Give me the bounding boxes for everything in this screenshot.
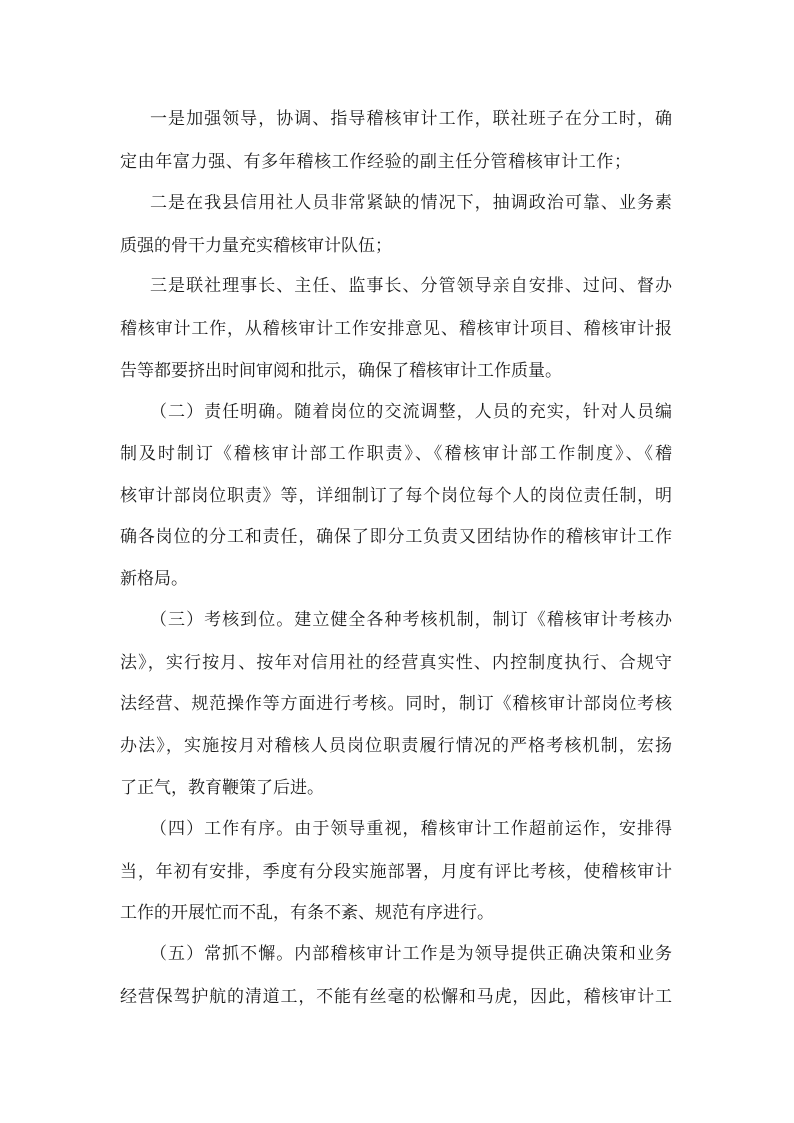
text-line: 制及时制订《稽核审计部工作职责》、《稽核审计部工作制度》、《稽 bbox=[120, 444, 672, 464]
text-line: 告等都要挤出时间审阅和批示，确保了稽核审计工作质量。 bbox=[120, 361, 562, 381]
text-line: （三）考核到位。建立健全各种考核机制，制订《稽核审计考核办 bbox=[150, 610, 672, 630]
text-line: 核审计部岗位职责》等，详细制订了每个岗位每个人的岗位责任制，明 bbox=[120, 486, 672, 506]
text-line: 定由年富力强、有多年稽核工作经验的副主任分管稽核审计工作； bbox=[120, 152, 631, 172]
text-line: 质强的骨干力量充实稽核审计队伍； bbox=[120, 236, 392, 256]
text-line: 法》，实行按月、按年对信用社的经营真实性、内控制度执行、合规守 bbox=[120, 653, 672, 673]
text-line: 二是在我县信用社人员非常紧缺的情况下，抽调政治可靠、业务素 bbox=[150, 193, 672, 213]
text-line: 一是加强领导，协调、指导稽核审计工作，联社班子在分工时，确 bbox=[150, 109, 672, 129]
text-line: 确各岗位的分工和责任，确保了即分工负责又团结协作的稽核审计工作 bbox=[120, 527, 672, 547]
text-line: 工作的开展忙而不乱，有条不紊、规范有序进行。 bbox=[120, 903, 494, 923]
text-line: （五）常抓不懈。内部稽核审计工作是为领导提供正确决策和业务 bbox=[150, 944, 672, 964]
text-line: （四）工作有序。由于领导重视，稽核审计工作超前运作，安排得 bbox=[150, 819, 672, 839]
text-line: （二）责任明确。随着岗位的交流调整，人员的充实，针对人员编 bbox=[150, 402, 672, 422]
text-line: 法经营、规范操作等方面进行考核。同时，制订《稽核审计部岗位考核 bbox=[120, 694, 672, 714]
text-line: 三是联社理事长、主任、监事长、分管领导亲自安排、过问、督办 bbox=[150, 276, 672, 296]
text-line: 新格局。 bbox=[120, 569, 188, 589]
text-line: 稽核审计工作，从稽核审计工作安排意见、稽核审计项目、稽核审计报 bbox=[120, 319, 672, 339]
text-line: 办法》，实施按月对稽核人员岗位职责履行情况的严格考核机制，宏扬 bbox=[120, 736, 672, 756]
text-line: 了正气，教育鞭策了后进。 bbox=[120, 778, 324, 798]
text-line: 当，年初有安排，季度有分段实施部署，月度有评比考核，使稽核审计 bbox=[120, 862, 672, 882]
text-line: 经营保驾护航的清道工，不能有丝毫的松懈和马虎，因此，稽核审计工 bbox=[120, 987, 672, 1007]
